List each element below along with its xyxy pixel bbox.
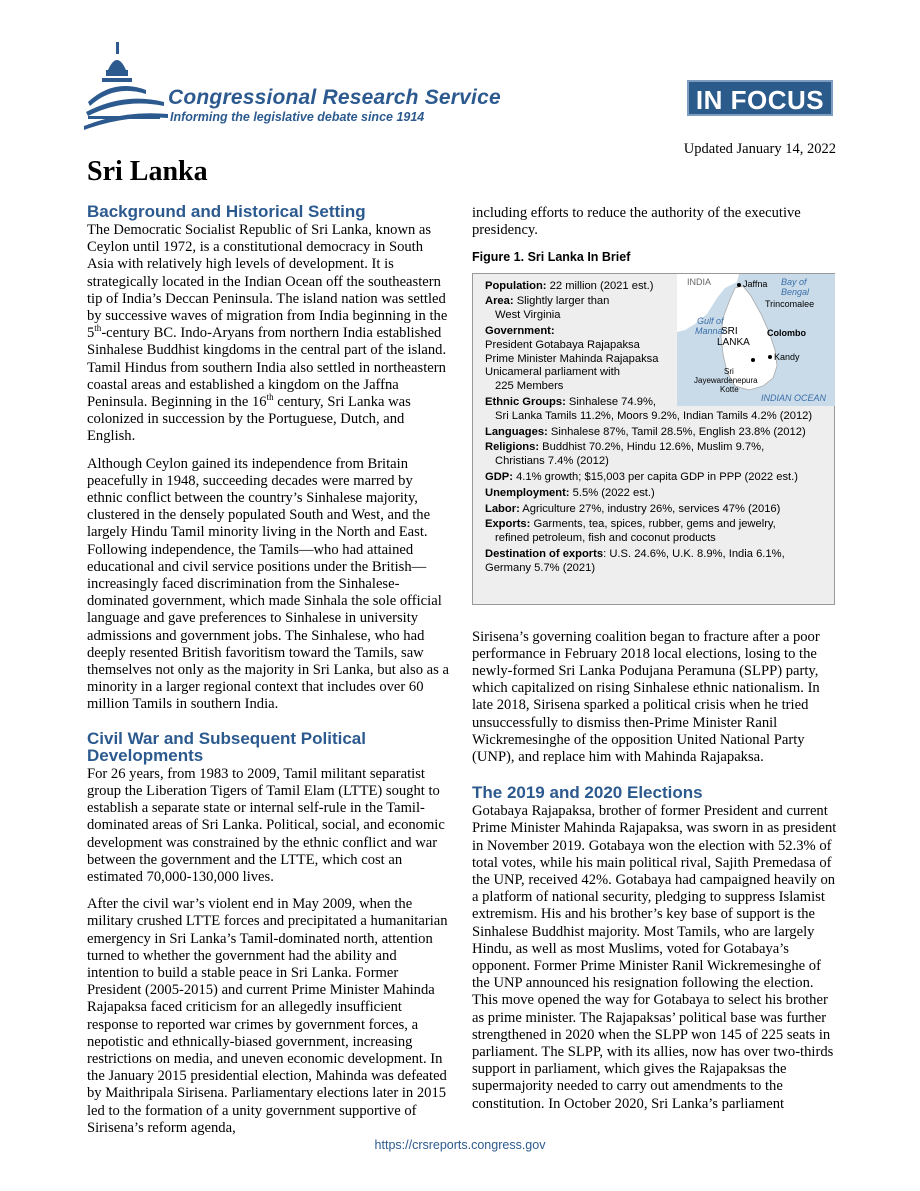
map-label-ocean: INDIAN OCEAN xyxy=(761,392,827,403)
map-label-bay-2: Bengal xyxy=(781,286,810,297)
paragraph: The Democratic Socialist Republic of Sri Lanka, known as Ceylon until 1972, is a constitutional democracy in South Asia with relatively high levels of development. It is strategically located in the Indian Ocean off the southeastern tip of India’s Deccan Peninsula. The island nation was settled by successive waves of migration from India beginning in the 5th-century BC. Indo-Aryans from northern India established Sinhalese Buddhist kingdoms in the central part of the island. Tamil Hindus from southern India also settled in northeastern coastal areas and established a kingdom on the Jaffna Peninsula. Beginning in the 16th century, Sri Lanka was colonized in succession by the Portuguese, Dutch, and English. xyxy=(87,222,448,445)
updated-date: Updated January 14, 2022 xyxy=(683,141,836,157)
figure-title: Figure 1. Sri Lanka In Brief xyxy=(472,250,631,265)
map-label-sri-jk-3: Kotte xyxy=(720,384,739,394)
map-label-gulf-2: Mannar xyxy=(695,325,726,336)
map-label-gulf-1: Gulf of xyxy=(697,315,724,326)
map-label-trincomalee: Trincomalee xyxy=(765,298,815,309)
in-focus-badge: IN FOCUS xyxy=(687,80,833,116)
map-label-sri-jk-2: Jayewardenepura xyxy=(694,375,758,385)
org-name: Congressional Research Service xyxy=(168,86,501,109)
section-heading-civil-war: Civil War and Subsequent Political Developments xyxy=(87,728,366,765)
map-label-jaffna: Jaffna xyxy=(743,278,768,289)
map-label-kandy: Kandy xyxy=(774,351,800,362)
map-label-colombo: Colombo xyxy=(767,327,806,338)
left-column xyxy=(87,203,452,1147)
figure-sri-lanka-in-brief xyxy=(472,273,835,605)
org-tagline: Informing the legislative debate since 1914 xyxy=(170,110,425,124)
paragraph: Sirisena’s governing coalition began to fracture after a poor performance in February 2018 local elections, losing to the newly-formed Sri Lanka Podujana Peramuna (SLPP) party, which capitalized on rising Sinhalese ethnic nationalism. In late 2018, Sirisena sparked a political crisis when he tried unsuccessfully to dismiss then-Prime Minister Ranil Wickremesinghe of the opposition United National Party (UNP), and replace him with Mahinda Rajapaksa. xyxy=(472,628,820,766)
map-label-bay-1: Bay of xyxy=(781,276,807,287)
figure-facts: Population: 22 million (2021 est.) Area: Slightly larger than West Virginia Government: President Gotabaya Rajapaksa Prime Minister Mahinda Rajapaksa Unicameral parliament with 225 Members Ethnic Groups: Sinhalese 74.9%, Sri Lanka Tamils 11.2%, Moors 9.2%, Indian Tamils 4.2% (2012) Languages: Sinhalese 87%, Tamil 28.5%, English 23.8% (2012) Religions: Buddhist 70.2%, Hindu 12.6%, Muslim 9.7%, Christians 7.4% (2012) GDP: 4.1% growth; $15,003 per capita GDP in PPP (2022 est.) Unemployment: 5.5% (2022 est.) Labor: Agriculture 27%, industry 26%, services 47% (2016) Exports: Garments, tea, spices, rubber, gems and jewelry, refined petroleum, fish and coconut products Destination of exports: U.S. 24.6%, U.K. 8.9%, India 6.1%, Germany 5.7% (2021) xyxy=(485,279,813,574)
section-heading-background: Background and Historical Setting xyxy=(87,202,366,221)
paragraph: After the civil war’s violent end in May 2009, when the military crushed LTTE forces and precipitated a humanitarian emergency in Sri Lanka’s Tamil-dominated north, attention turned to whether the government had the ability and intention to build a stable peace in Sri Lanka. Former President (2005-2015) and current Prime Minister Mahinda Rajapaksa faced criticism for an allegedly insufficient response to reported war crimes by government forces, a nepotistic and ethnically-biased government, increasing restrictions on media, and uneven economic development. In the January 2015 presidential election, Mahinda was defeated by Maithripala Sirisena. Parliamentary elections later in 2015 led to the formation of a unity government supportive of Sirisena’s reform agenda, xyxy=(87,896,448,1136)
paragraph: Gotabaya Rajapaksa, brother of former President and current Prime Minister Mahinda Rajapaksa, was sworn in as president in November 2019. Gotabaya won the election with 52.3% of total votes, while his main political rival, Sajith Premedasa of the UNP, received 42%. Gotabaya had campaigned heavily on a platform of national security, pledging to suppress Islamist extremism. His and his brother’s key base of support is the Sinhalese Buddhist majority. Most Tamils, who are largely Hindu, as well as most Muslims, voted for Gotabaya’s opponent. Former Prime Minister Ranil Wickremesinghe of the UNP announced his resignation following the election. This move opened the way for Gotabaya to select his brother as prime minister. The Rajapaksas’ political base was further strengthened in 2020 when the SLPP won 145 of 225 seats in parliament. The SLPP, with its allies, now has over two-thirds support in parliament, which gives the Rajapaksas the supermajority needed to carry out amendments to the constitution. In October 2020, Sri Lanka’s parliament xyxy=(472,803,837,1112)
page-title: Sri Lanka xyxy=(87,156,208,187)
paragraph: For 26 years, from 1983 to 2009, Tamil militant separatist group the Liberation Tigers of Tamil Elam (LTTE) sought to establish a separate state or internal self-rule in the Tamil-dominated areas of Sri Lanka. Political, social, and economic development was constrained by the ethnic conflict and war between the government and the LTTE, which cost an estimated 70,000-130,000 lives. xyxy=(87,765,445,885)
right-column xyxy=(472,205,837,1123)
paragraph: including efforts to reduce the authority of the executive presidency. xyxy=(472,205,801,239)
footer-link[interactable]: https://crsreports.congress.gov xyxy=(374,1138,546,1152)
paragraph: Although Ceylon gained its independence from Britain peacefully in 1948, succeeding decades were marred by ethnic conflict between the country’s Sinhalese majority, clustered in the densely populated South and West, and the largely Hindu Tamil minority living in the North and East. Following independence, the Tamils—who had attained educational and civil service positions under the British—increasingly faced discrimination from the Sinhalese-dominated government, which made Sinhala the sole official language and gave preferences to Sinhalese in university admissions and government jobs. The Sinhalese, who had deeply resented British favoritism toward the Tamils, saw themselves not only as the majority in Sri Lanka, but also as a minority in a larger regional context that includes over 60 million Tamils in southern India. xyxy=(87,455,449,713)
map-label-lanka: LANKA xyxy=(717,336,750,348)
map-label-sri-jk-1: Sri xyxy=(724,366,734,376)
map-label-india: INDIA xyxy=(687,276,712,287)
map-label-sri: SRI xyxy=(721,325,738,337)
section-heading-elections: The 2019 and 2020 Elections xyxy=(472,783,703,803)
